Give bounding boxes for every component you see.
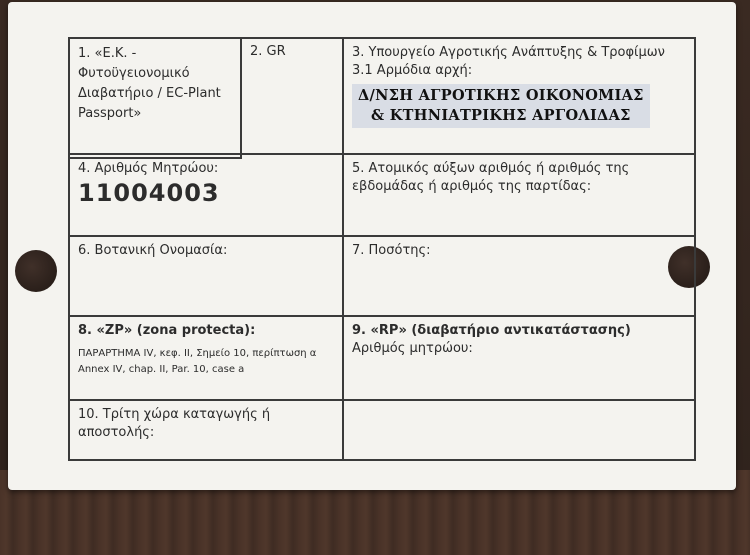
field-4-label: 4. Αριθμός Μητρώου: xyxy=(78,161,219,176)
field-9 xyxy=(344,317,694,401)
field-6 xyxy=(70,237,344,317)
field-8-line-1: ΠΑΡΑΡΤΗΜΑ IV, κεφ. II, Σημείο 10, περίπτωση α xyxy=(78,348,317,359)
field-6-label: 6. Βοτανική Ονομασία: xyxy=(78,243,228,258)
field-5-label: 5. Ατομικός αύξων αριθμός ή αριθμός της εβδομάδας ή αριθμός της παρτίδας: xyxy=(352,161,630,194)
stamp-line-1: Δ/ΝΣΗ ΑΓΡΟΤΙΚΗΣ ΟΙΚΟΝΟΜΙΑΣ xyxy=(358,87,644,104)
field-3 xyxy=(344,39,694,155)
field-8-line-2: Annex IV, chap. II, Par. 10, case a xyxy=(78,364,245,375)
field-9-subtitle: Αριθμός μητρώου: xyxy=(352,341,473,356)
field-4 xyxy=(70,155,344,237)
field-3-subtitle: 3.1 Αρμόδια αρχή: xyxy=(352,63,473,78)
field-9-label: 9. «RP» (διαβατήριο αντικατάστασης) xyxy=(352,323,631,338)
field-2-label: 2. GR xyxy=(250,44,286,59)
field-1-label: 1. «Ε.Κ. - Φυτοϋγειονομικό Διαβατήριο / EC-Plant Passport» xyxy=(78,46,221,121)
punch-hole-left xyxy=(15,250,57,292)
field-10-label: 10. Τρίτη χώρα καταγωγής ή αποστολής: xyxy=(78,407,271,440)
passport-form xyxy=(68,37,696,461)
field-7-label: 7. Ποσότης: xyxy=(352,243,431,258)
field-5 xyxy=(344,155,694,237)
field-7 xyxy=(344,237,694,317)
field-1-box xyxy=(70,39,242,159)
registry-number: 11004003 xyxy=(78,179,220,207)
authority-stamp xyxy=(352,84,650,128)
field-10-value xyxy=(344,401,694,459)
field-3-title: 3. Υπουργείο Αγροτικής Ανάπτυξης & Τροφίμων xyxy=(352,45,665,60)
stamp-line-2: & ΚΤΗΝΙΑΤΡΙΚΗΣ ΑΡΓΟΛΙΔΑΣ xyxy=(371,107,631,124)
field-8 xyxy=(70,317,344,401)
field-10 xyxy=(70,401,344,459)
field-8-label: 8. «ZP» (zona protecta): xyxy=(78,323,256,338)
